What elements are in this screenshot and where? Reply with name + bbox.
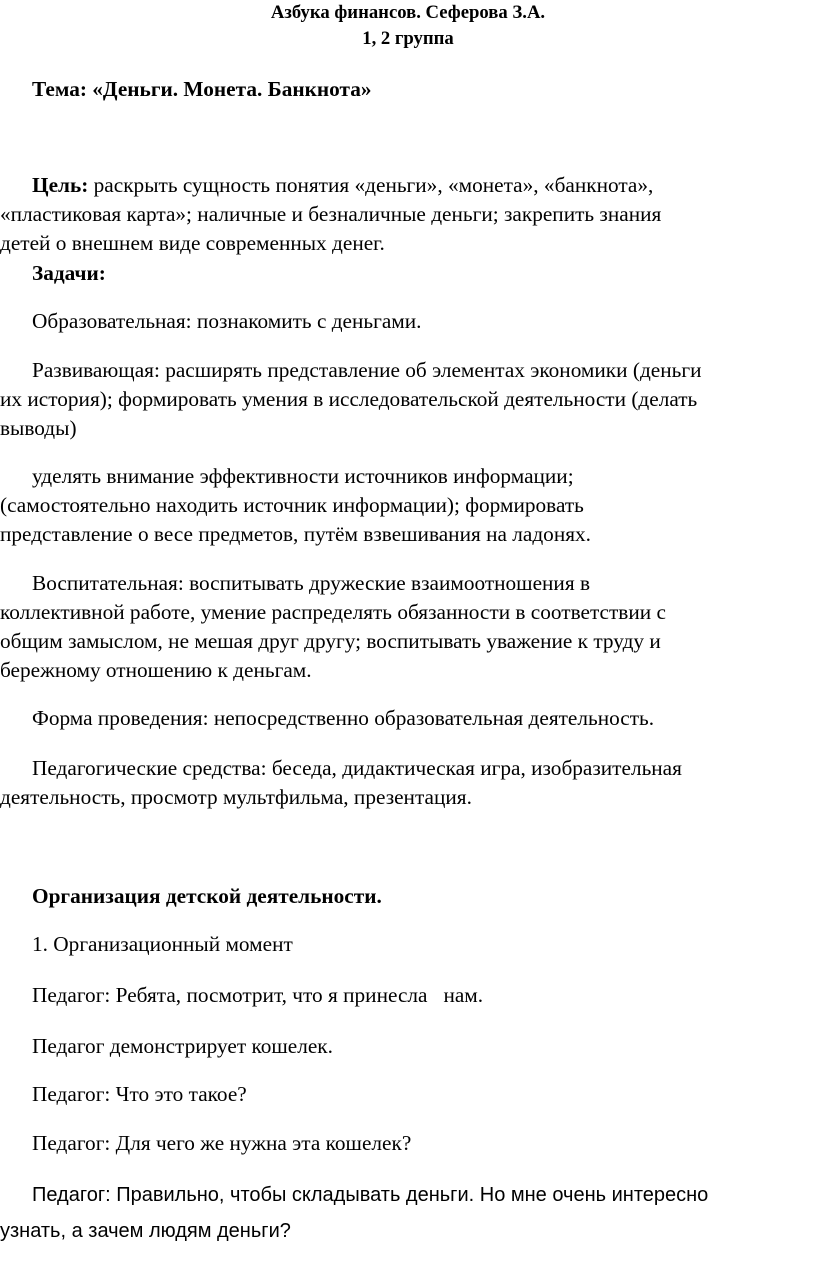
goal-line-1 — [32, 172, 816, 198]
dialogue-line-5: Педагог: Для чего же нужна эта кошелек? — [32, 1131, 412, 1155]
organization-heading: Организация детской деятельности. — [32, 884, 382, 908]
tasks-heading: Задачи: — [32, 261, 106, 285]
goal-line-3: детей о внешнем виде современных денег. — [0, 231, 385, 255]
means-line-1: Педагогические средства: беседа, дидактическая игра, изобразительная — [32, 756, 682, 780]
final-line-2: узнать, а зачем людям деньги? — [0, 1220, 291, 1242]
means-line-2: деятельность, просмотр мультфильма, презентация. — [0, 785, 472, 809]
developing-line-1: Развивающая: расширять представление об элементах экономики (деньги — [32, 358, 702, 382]
goal-label: Цель: — [32, 173, 89, 197]
developing-line-2: их история); формировать умения в исследовательской деятельности (делать — [0, 387, 698, 411]
dialogue-line-3: Педагог демонстрирует кошелек. — [32, 1034, 333, 1058]
upbringing-line-3: общим замыслом, не мешая друг другу; воспитывать уважение к труду и — [0, 629, 661, 653]
attention-line-2: (самостоятельно находить источник информации); формировать — [0, 493, 584, 517]
upbringing-line-2: коллективной работе, умение распределять обязанности в соответствии с — [0, 600, 666, 624]
upbringing-line-4: бережному отношению к деньгам. — [0, 658, 312, 682]
developing-line-3: выводы) — [0, 416, 77, 440]
final-line-1: Педагог: Правильно, чтобы складывать деньги. Но мне очень интересно — [32, 1184, 709, 1206]
goal-text-1: раскрыть сущность понятия «деньги», «монета», «банкнота», — [88, 173, 654, 197]
attention-line-1: уделять внимание эффективности источников информации; — [32, 464, 574, 488]
form-of-conduct: Форма проведения: непосредственно образовательная деятельность. — [32, 706, 655, 730]
dialogue-line-2: Педагог: Ребята, посмотрит, что я принесла нам. — [32, 983, 484, 1007]
dialogue-line-4: Педагог: Что это такое? — [32, 1082, 247, 1106]
attention-line-3: представление о весе предметов, путём взвешивания на ладонях. — [0, 522, 591, 546]
upbringing-line-1: Воспитательная: воспитывать дружеские взаимоотношения в — [32, 571, 591, 595]
educational-task: Образовательная: познакомить с деньгами. — [32, 309, 422, 333]
header-group: 1, 2 группа — [362, 28, 454, 49]
dialogue-line-1: 1. Организационный момент — [32, 932, 293, 956]
goal-line-2: «пластиковая карта»; наличные и безналичные деньги; закрепить знания — [0, 202, 662, 226]
topic-heading: Тема: «Деньги. Монета. Банкнота» — [32, 77, 372, 101]
header-title: Азбука финансов. Сеферова З.А. — [270, 2, 546, 23]
